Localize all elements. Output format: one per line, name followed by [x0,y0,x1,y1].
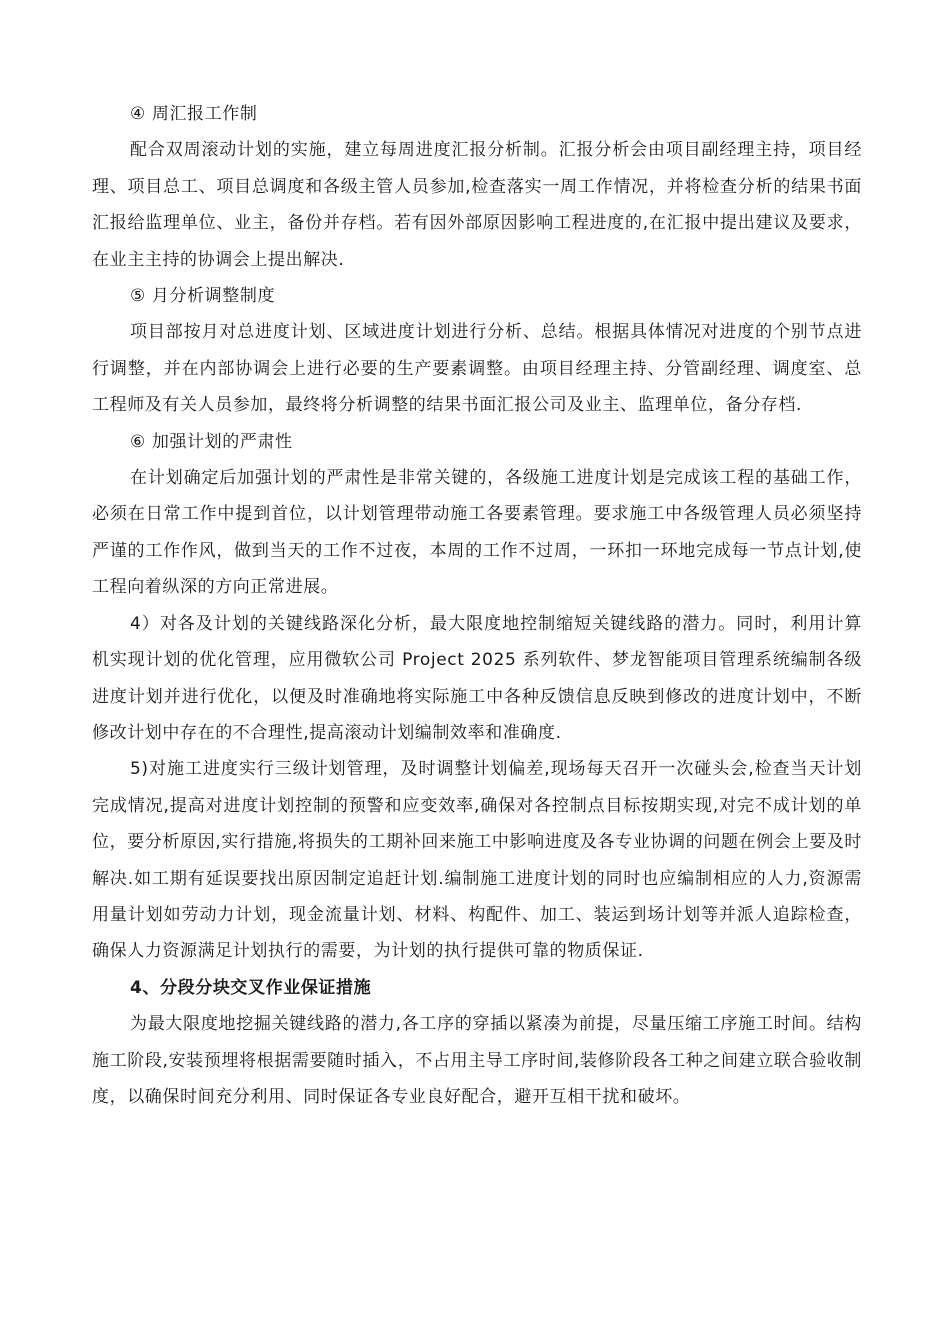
document-body [92,96,862,1115]
plan-seriousness-paragraph: 在计划确定后加强计划的严肃性是非常关键的，各级施工进度计划是完成该工程的基础工作，必须在日常工作中提到首位，以计划管理带动施工各要素管理。要求施工中各级管理人员必须坚持严谨的工作作风，做到当天的工作不过夜，本周的工作不过周，一环扣一环地完成每一节点计划,使工程向着纵深的方向正常进展。 [92,468,862,598]
cross-operation-paragraph: 为最大限度地挖掘关键线路的潜力,各工序的穿插以紧凑为前提，尽量压缩工序施工时间。结构施工阶段,安装预埋将根据需要随时插入，不占用主导工序时间,装修阶段各工种之间建立联合验收制度，以确保时间充分利用、同时保证各专业良好配合，避开互相干扰和破坏。 [92,1014,862,1107]
weekly-report-paragraph: 配合双周滚动计划的实施，建立每周进度汇报分析制。汇报分析会由项目副经理主持，项目经理、项目总工、项目总调度和各级主管人员参加,检查落实一周工作情况，并将检查分析的结果书面汇报给监理单位、业主，备份并存档。若有因外部原因影响工程进度的,在汇报中提出建议及要求，在业主主持的协调会上提出解决. [92,140,862,270]
monthly-analysis-heading: ⑤ 月分析调整制度 [130,286,276,307]
monthly-analysis-paragraph: 项目部按月对总进度计划、区域进度计划进行分析、总结。根据具体情况对进度的个别节点进行调整，并在内部协调会上进行必要的生产要素调整。由项目经理主持、分管副经理、调度室、总工程师及有关人员参加，最终将分析调整的结果书面汇报公司及业主、监理单位，备分存档. [92,322,862,416]
plan-seriousness-heading: ⑥ 加强计划的严肃性 [130,431,293,452]
section-heading: 4、分段分块交叉作业保证措施 [130,977,372,998]
critical-path-paragraph: 4）对各及计划的关键线路深化分析，最大限度地控制缩短关键线路的潜力。同时，利用计算机实现计划的优化管理，应用微软公司 Project 2025 系列软件、梦龙智能项目管理系统编制各级进度计划并进行优化，以便及时准确地将实际施工中各种反馈信息反映到修改的进度计划中，不断修改计划中存在的不合理性,提高滚动计划编制效率和准确度. [92,613,862,743]
three-level-plan-paragraph: 5)对施工进度实行三级计划管理，及时调整计划偏差,现场每天召开一次碰头会,检查当天计划完成情况,提高对进度计划控制的预警和应变效率,确保对各控制点目标按期实现,对完不成计划的单位，要分析原因,实行措施,将损失的工期补回来施工中影响进度及各专业协调的问题在例会上要及时解决.如工期有延误要找出原因制定追赶计划.编制施工进度计划的同时也应编制相应的人力,资源需用量计划如劳动力计划，现金流量计划、材料、构配件、加工、装运到场计划等并派人追踪检查，确保人力资源满足计划执行的需要，为计划的执行提供可靠的物质保证. [92,759,862,962]
weekly-report-heading: ④ 周汇报工作制 [130,104,258,124]
